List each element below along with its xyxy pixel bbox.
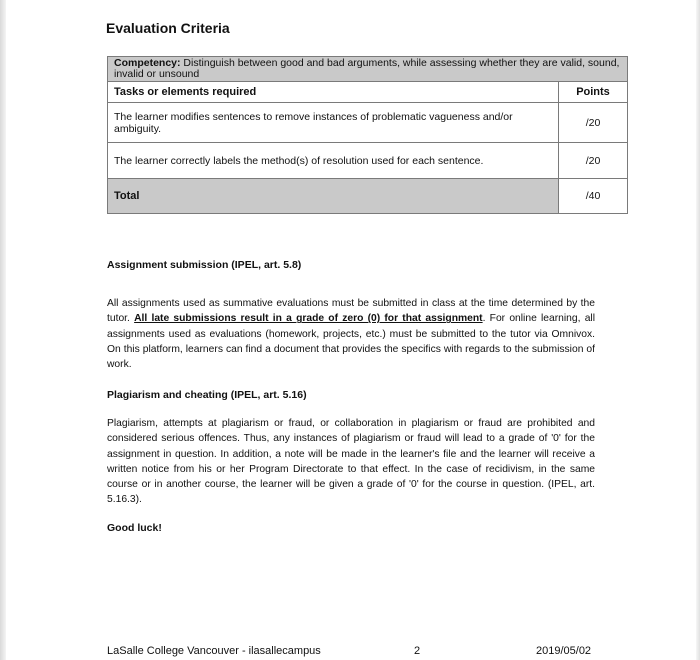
competency-cell — [108, 57, 628, 82]
points-cell: /20 — [559, 103, 628, 143]
table-row — [108, 143, 628, 179]
competency-text: Distinguish between good and bad arguments, while assessing whether they are valid, sound, invalid or unsound — [114, 57, 620, 80]
submission-paragraph — [107, 296, 595, 372]
page-edge-right — [696, 0, 700, 660]
footer-institution: LaSalle College Vancouver - ilasallecampus — [107, 645, 321, 657]
plagiarism-paragraph: Plagiarism, attempts at plagiarism or fraud, or collaboration in plagiarism or fraud are prohibited and considered serious offences. Thus, any instances of plagiarism or fraud will lead to a grade of '0' for the assignment in question. In addition, a note will be made in the learner's file and the learner will receive a written notice from his or her Program Directorate to that effect. In the case of recidivism, in the same course or in another course, the learner will be given a grade of '0' for the course in question. (IPEL, art. 5.16.3). — [107, 418, 595, 506]
task-cell: The learner correctly labels the method(s) of resolution used for each sentence. — [108, 143, 559, 179]
competency-label: Competency: — [114, 57, 181, 69]
points-cell: /20 — [559, 143, 628, 179]
points-column-header: Points — [559, 82, 628, 103]
table-row — [108, 103, 628, 143]
page-edge-left — [0, 0, 6, 660]
footer-date: 2019/05/02 — [536, 645, 592, 657]
submission-text-end: . For online learning, all assignments used as evaluations (homework, projects, etc.) must be submitted to the tutor via Omnivox. On this platform, learners can find a document that provides the specifics with regards to the submission of work. — [107, 313, 595, 371]
submission-heading: Assignment submission (IPEL, art. 5.8) — [107, 259, 302, 271]
plagiarism-heading: Plagiarism and cheating (IPEL, art. 5.16) — [107, 389, 307, 401]
total-row — [108, 179, 628, 214]
submission-text-start: All assignments used as summative evaluations must be submitted in class at the time determined by the tutor. — [107, 298, 595, 325]
task-cell: The learner modifies sentences to remove instances of problematic vagueness and/or ambiguity. — [108, 103, 559, 143]
table-header-row — [108, 82, 628, 103]
late-submission-warning: All late submissions result in a grade of zero (0) for that assignment — [134, 313, 483, 325]
competency-row — [108, 57, 628, 82]
page-title: Evaluation Criteria — [106, 20, 230, 36]
closing-text: Good luck! — [107, 522, 162, 534]
total-points: /40 — [559, 179, 628, 214]
footer-page-number: 2 — [414, 645, 421, 657]
total-label: Total — [108, 179, 559, 214]
evaluation-criteria-table — [107, 56, 628, 214]
tasks-column-header: Tasks or elements required — [108, 82, 559, 103]
